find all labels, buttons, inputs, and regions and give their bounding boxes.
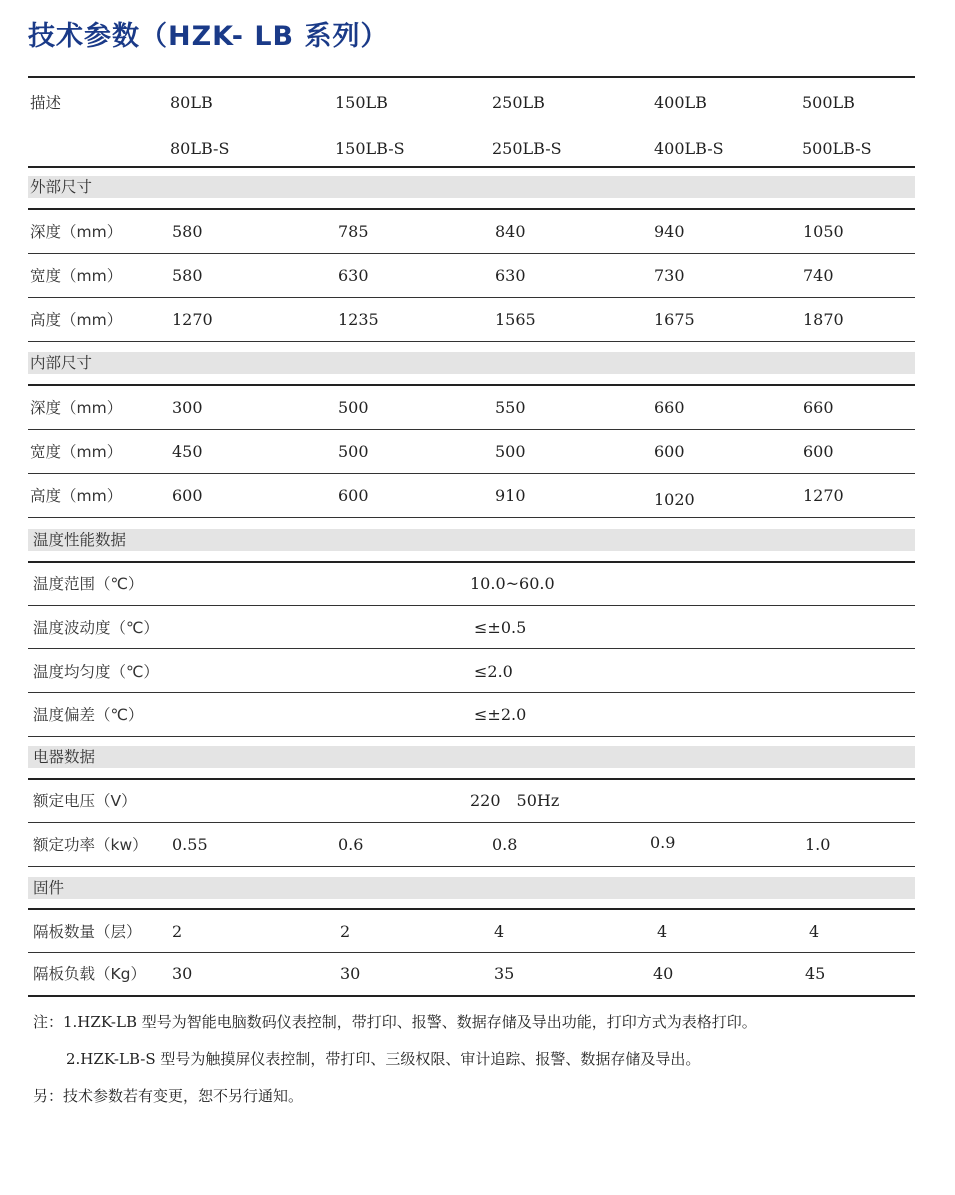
row-label: 温度偏差（℃）: [33, 706, 144, 724]
value-cell: 630: [495, 266, 526, 285]
model-cell: 500LB: [802, 93, 855, 112]
divider: [28, 208, 915, 210]
value-cell: 1675: [654, 310, 695, 329]
value-cell: 910: [495, 486, 526, 505]
divider: [28, 605, 915, 606]
divider: [28, 341, 915, 342]
value-cell: 740: [803, 266, 834, 285]
section-band: [28, 877, 915, 899]
value-cell: 220 50Hz: [470, 791, 560, 810]
row-label: 深度（mm）: [30, 223, 123, 241]
divider: [28, 736, 915, 737]
table-row: [0, 564, 955, 604]
bottom-rule: [28, 995, 915, 997]
section-band: [28, 746, 915, 768]
model-cell: 150LB: [335, 93, 388, 112]
value-cell: 600: [172, 486, 203, 505]
row-label: 额定功率（kw）: [33, 836, 148, 854]
value-cell: 580: [172, 222, 203, 241]
value-cell: 1270: [172, 310, 213, 329]
section-title-electrical: 电器数据: [33, 748, 96, 766]
table-row: [0, 256, 955, 296]
model-s-cell: 80LB-S: [170, 139, 230, 158]
value-cell: 0.6: [338, 835, 364, 854]
row-label: 温度波动度（℃）: [33, 619, 159, 637]
divider: [28, 778, 915, 780]
table-row: [0, 388, 955, 428]
header-row: [0, 83, 955, 123]
value-cell: 450: [172, 442, 203, 461]
table-row: [0, 781, 955, 821]
row-label: 宽度（mm）: [30, 443, 123, 461]
table-row: [0, 300, 955, 340]
model-s-cell: 150LB-S: [335, 139, 405, 158]
value-cell: 30: [340, 964, 361, 983]
row-label: 温度范围（℃）: [33, 575, 144, 593]
value-cell: 840: [495, 222, 526, 241]
value-cell: 660: [654, 398, 685, 417]
value-cell: 730: [654, 266, 685, 285]
value-cell: 40: [653, 964, 674, 983]
table-row: [0, 825, 955, 865]
divider: [28, 952, 915, 953]
model-s-cell: 400LB-S: [654, 139, 724, 158]
table-row: [0, 476, 955, 516]
divider: [28, 692, 915, 693]
value-cell: 660: [803, 398, 834, 417]
value-cell: 1870: [803, 310, 844, 329]
value-cell: 1235: [338, 310, 379, 329]
value-cell: 500: [495, 442, 526, 461]
divider: [28, 866, 915, 867]
divider: [28, 517, 915, 518]
value-cell: ≤±2.0: [474, 705, 527, 724]
value-cell: 300: [172, 398, 203, 417]
value-cell: 30: [172, 964, 193, 983]
divider: [28, 648, 915, 649]
row-label: 宽度（mm）: [30, 267, 123, 285]
value-cell: 4: [809, 922, 820, 941]
divider: [28, 561, 915, 563]
section-band: [28, 529, 915, 551]
table-row: [0, 912, 955, 952]
value-cell: 0.55: [172, 835, 208, 854]
value-cell: 10.0~60.0: [470, 574, 555, 593]
row-label: 隔板数量（层）: [33, 923, 142, 941]
model-s-cell: 250LB-S: [492, 139, 562, 158]
value-cell: 550: [495, 398, 526, 417]
value-cell: 600: [803, 442, 834, 461]
value-cell: 4: [494, 922, 505, 941]
row-label: 隔板负载（Kg）: [33, 965, 147, 983]
section-title-internal: 内部尺寸: [30, 354, 93, 372]
table-row: [0, 695, 955, 735]
divider: [28, 166, 915, 168]
model-cell: 400LB: [654, 93, 707, 112]
divider: [28, 429, 915, 430]
page-title: 技术参数（HZK- LB 系列）: [28, 21, 389, 52]
row-label: 高度（mm）: [30, 487, 123, 505]
table-row: [0, 432, 955, 472]
value-cell: 600: [654, 442, 685, 461]
value-cell: 35: [494, 964, 515, 983]
note-1: 注：1.HZK-LB 型号为智能电脑数码仪表控制，带打印、报警、数据存储及导出功能，打印方式为表格打印。: [33, 1013, 757, 1031]
table-row: [0, 954, 955, 994]
header-row-s: [0, 129, 955, 169]
value-cell: 2: [340, 922, 351, 941]
row-label: 高度（mm）: [30, 311, 123, 329]
section-band: [28, 176, 915, 198]
section-title-temperature: 温度性能数据: [33, 531, 127, 549]
row-label: 额定电压（V）: [33, 792, 137, 810]
model-s-cell: 500LB-S: [802, 139, 872, 158]
value-cell: ≤±0.5: [474, 618, 527, 637]
value-cell: 580: [172, 266, 203, 285]
header-label: 描述: [30, 94, 62, 112]
value-cell: 1.0: [805, 835, 831, 854]
section-title-external: 外部尺寸: [30, 178, 93, 196]
section-band: [28, 352, 915, 374]
note-3: 另：技术参数若有变更，恕不另行通知。: [33, 1087, 304, 1105]
divider: [28, 384, 915, 386]
divider: [28, 908, 915, 910]
table-row: [0, 608, 955, 648]
model-cell: 250LB: [492, 93, 545, 112]
table-row: [0, 212, 955, 252]
value-cell: 1050: [803, 222, 844, 241]
value-cell: 2: [172, 922, 183, 941]
divider: [28, 297, 915, 298]
value-cell: 4: [657, 922, 668, 941]
value-cell: 600: [338, 486, 369, 505]
value-cell: 45: [805, 964, 826, 983]
divider: [28, 822, 915, 823]
divider: [28, 473, 915, 474]
value-cell: 500: [338, 442, 369, 461]
value-cell: ≤2.0: [474, 662, 513, 681]
section-title-fixtures: 固件: [33, 879, 65, 897]
model-cell: 80LB: [170, 93, 213, 112]
value-cell: 1270: [803, 486, 844, 505]
value-cell: 500: [338, 398, 369, 417]
note-2: 2.HZK-LB-S 型号为触摸屏仪表控制，带打印、三级权限、审计追踪、报警、数据存储及导出。: [66, 1050, 701, 1068]
value-cell: 630: [338, 266, 369, 285]
value-cell: 0.9: [650, 833, 676, 852]
top-rule: [28, 76, 915, 78]
divider: [28, 253, 915, 254]
value-cell: 1565: [495, 310, 536, 329]
value-cell: 0.8: [492, 835, 518, 854]
row-label: 深度（mm）: [30, 399, 123, 417]
value-cell: 1020: [654, 490, 695, 509]
row-label: 温度均匀度（℃）: [33, 663, 159, 681]
value-cell: 785: [338, 222, 369, 241]
table-row: [0, 652, 955, 692]
value-cell: 940: [654, 222, 685, 241]
